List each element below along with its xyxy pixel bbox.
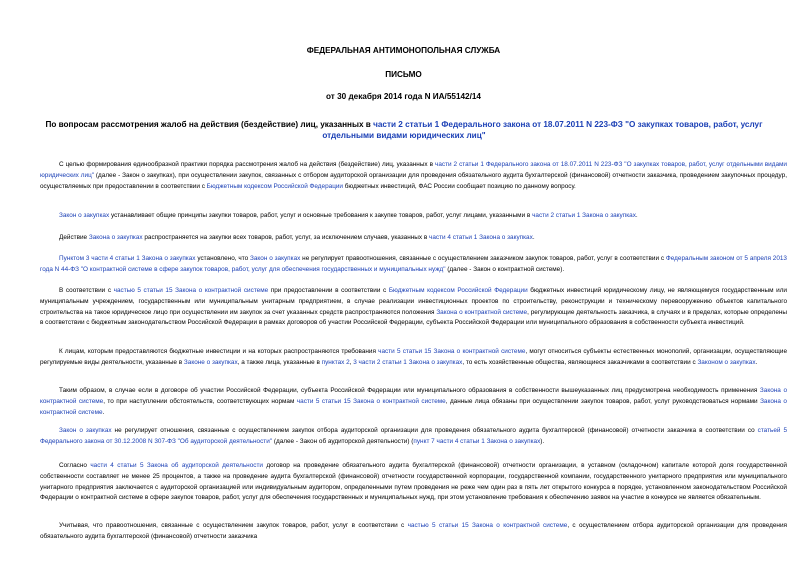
paragraph-10 (40, 521, 787, 543)
paragraph-4 (40, 254, 787, 276)
paragraph-7 (40, 386, 787, 418)
paragraph-text: при предоставлении в соответствии с (268, 287, 389, 294)
paragraph-text: . (532, 234, 535, 241)
paragraph-3 (40, 233, 787, 244)
budget-code-link[interactable]: Бюджетным кодексом Российской Федерации (206, 182, 343, 190)
paragraph-text: , то при наступлении обстоятельств, соответствующих нормам (103, 397, 297, 405)
contract-system-article-link[interactable]: частью 5 статьи 15 Закона о контрактной системе (113, 287, 269, 294)
law-307-link[interactable]: статьей 5 Федерального закона от 30.12.2008 N 307-ФЗ "Об аудиторской деятельности" (40, 427, 787, 445)
subject-law-link[interactable]: части 2 статьи 1 Федерального закона от 18.07.2011 N 223-ФЗ "О закупках товаров, работ, услуг отдельными видами юридических лиц" (322, 120, 763, 140)
paragraph-9 (40, 461, 787, 504)
paragraph-text: К лицам, которым предоставляются бюджетные инвестиции и на которых распространяются требования (59, 348, 379, 355)
contract-system-article-link[interactable]: части 5 статьи 15 Закона о контрактной системе (378, 348, 526, 355)
procurement-law-article-link[interactable]: части 4 статьи 1 Закона о закупках (429, 234, 533, 241)
procurement-law-link[interactable]: Законом о закупках (697, 358, 756, 366)
paragraph-6 (40, 347, 787, 369)
paragraph-text: Согласно (59, 462, 91, 469)
procurement-law-article-link[interactable]: Пунктом 3 части 4 статьи 1 Закона о закупках (59, 255, 196, 262)
paragraph-text: . (102, 408, 105, 416)
procurement-law-article-link[interactable]: 3 части 2 статьи 1 Закона о закупках (353, 358, 463, 366)
procurement-law-link[interactable]: Законе о закупках (183, 358, 238, 366)
procurement-law-link[interactable]: Закон о закупках (250, 255, 301, 262)
paragraph-text: не регулирует правоотношения, связанные с осуществлением заказчиком закупок товаров, работ, услуг в соответствии с (300, 255, 666, 262)
paragraph-text: , данные лица обязаны при осуществлении закупок товаров, работ, услуг руководствоваться нормами (445, 397, 761, 405)
document-subject (24, 119, 784, 141)
paragraph-text: , могут относиться субъекты естественных монополий, организации, осуществляющие регулируемые виды деятельности, указанные в (40, 348, 787, 366)
procurement-law-clause-link[interactable]: пунктах 2 (321, 358, 350, 366)
paragraph-text: . (635, 212, 638, 219)
budget-code-link[interactable]: Бюджетным кодексом Российской Федерации (388, 287, 528, 294)
contract-system-article-link[interactable]: части 5 статьи 15 Закона о контрактной системе (296, 397, 446, 405)
procurement-law-link[interactable]: Закон о закупках (59, 427, 112, 434)
contract-system-article-link[interactable]: частью 5 статьи 15 Закона о контрактной системе (407, 522, 568, 529)
paragraph-text: Учитывая, что правоотношения, связанные с осуществлением закупок товаров, работ, услуг в соответствии с (59, 522, 408, 529)
procurement-law-clause-link[interactable]: пункт 7 части 4 статьи 1 Закона о закупках (413, 437, 541, 445)
law-223-link[interactable]: части 2 статьи 1 Федерального закона от 18.07.2011 N 223-ФЗ "О закупках товаров, работ, услуг отдельными видами юридических лиц" (40, 161, 787, 179)
subject-text: По вопросам рассмотрения жалоб на действия (бездействие) лиц, указанных в (45, 120, 374, 129)
paragraph-5 (40, 286, 787, 329)
contract-system-law-link[interactable]: Закона о контрактной системе (40, 397, 787, 416)
paragraph-text: С целью формирования единообразной практики порядка рассмотрения жалоб на действия (бездействие) лиц, указанных в (59, 161, 435, 168)
paragraph-text: Действие (59, 234, 89, 241)
paragraph-text: , (349, 358, 354, 366)
paragraph-text: ). (540, 437, 545, 445)
paragraph-text: , с осуществлением отбора аудиторской организации для проведения обязательного аудита бухгалтерской (финансовой) отчетности заказчика (40, 522, 787, 540)
audit-law-article-link[interactable]: части 4 статьи 5 Закона об аудиторской деятельности (90, 462, 263, 469)
paragraph-text: В соответствии с (59, 287, 114, 294)
contract-system-law-link[interactable]: Закона о контрактной системе (436, 308, 528, 316)
paragraph-text: бюджетных инвестиций юридическому лицу, не являющемуся государственным или муниципальным учреждением, государственным или муниципальным унитарным предприятием, в случае реализации инвестиционных проектов по строительству, реконструкции и техническому перевооружению объектов капитального строительства на такое юридическое лицо при осуществлении им закупок за счет указанных средств распространяются положения (40, 287, 788, 316)
procurement-law-link[interactable]: Закона о закупках (88, 234, 143, 241)
paragraph-2 (40, 211, 787, 222)
paragraph-text: , регулирующие деятельность заказчика, в случаях и в пределах, которые определены в соответствии с бюджетным законодательством Российской Федерации в рамках договоров об участии Российской Федерации, субъекта Российской Федерации или муниципального образования в собственности субъекта инвестиций. (40, 308, 787, 327)
paragraph-text: , то есть хозяйственные общества, являющиеся заказчиками в соответствии с (462, 358, 698, 366)
paragraph-text: распространяется на закупки всех товаров, работ, услуг, за исключением случаев, указанных в (142, 234, 430, 241)
paragraph-text: устанавливает общие принципы закупки товаров, работ, услуг и основные требования к закупке товаров, работ, услуг лицами, указанными в (109, 212, 533, 219)
procurement-law-link[interactable]: Закон о закупках (59, 212, 110, 219)
paragraph-text: договор на проведение обязательного аудита бухгалтерской (финансовой) отчетности организации, в уставном (складочном) капитале которой доля государственной собственности составляет не менее 25 процентов, а также на проведение аудита бухгалтерской (финансовой) отчетности государственной корпорации, государственной компании, государственного унитарного предприятия или муниципального унитарного предприятия заключается с аудиторской организацией или индивидуальным аудитором, определенными путем проведения не реже чем один раз в пять лет открытого конкурса в порядке, установленном законодательством Российской Федерации о контрактной системе в сфере закупок товаров, работ, услуг для обеспечения государственных и муниципальных нужд, при этом установление требования к обеспечению заявок на участие в конкурсе не является обязательным. (40, 462, 787, 502)
paragraph-1 (40, 160, 787, 192)
paragraph-text: . (755, 358, 758, 366)
paragraph-text: (далее - Закон о закупках), при осуществлении закупок, связанных с отбором аудиторской организации для проведения обязательного аудита бухгалтерской (финансовой) отчетности заказчика, проведением закупочных процедур, осуществляемых при предоставлении в соответствии с (40, 171, 787, 190)
paragraph-text: не регулирует отношения, связанные с осуществлением закупок отбора аудиторской организации для проведения обязательного аудита бухгалтерской (финансовой) отчетности заказчика в соответствии со (111, 427, 758, 434)
document-type-heading: ПИСЬМО (385, 70, 422, 79)
contract-system-law-link[interactable]: Закона о контрактной системе (40, 387, 787, 405)
paragraph-text: бюджетных инвестиций, ФАС России сообщает позицию по данному вопросу. (343, 182, 576, 190)
law-44-link[interactable]: Федеральным законом от 5 апреля 2013 года N 44-ФЗ "О контрактной системе в сфере закупок товаров, работ, услуг для обеспечения государственных и муниципальных нужд" (40, 255, 787, 273)
paragraph-text: Таким образом, в случае если в договоре об участии Российской Федерации, субъекта Российской Федерации или муниципального образования в собственности вышеуказанных лиц предусмотрена необходимость применения (59, 387, 760, 394)
paragraph-8 (40, 426, 787, 448)
procurement-law-article-link[interactable]: части 2 статьи 1 Закона о закупках (532, 212, 636, 219)
paragraph-text: (далее - Закон об аудиторской деятельности) ( (272, 437, 414, 445)
document-date-number: от 30 декабря 2014 года N ИА/55142/14 (326, 92, 481, 101)
organization-heading: ФЕДЕРАЛЬНАЯ АНТИМОНОПОЛЬНАЯ СЛУЖБА (306, 46, 501, 55)
paragraph-text: (далее - Закон о контрактной системе). (445, 265, 565, 273)
paragraph-text: установлено, что (195, 255, 250, 262)
paragraph-text: , а также лица, указанные в (237, 358, 322, 366)
